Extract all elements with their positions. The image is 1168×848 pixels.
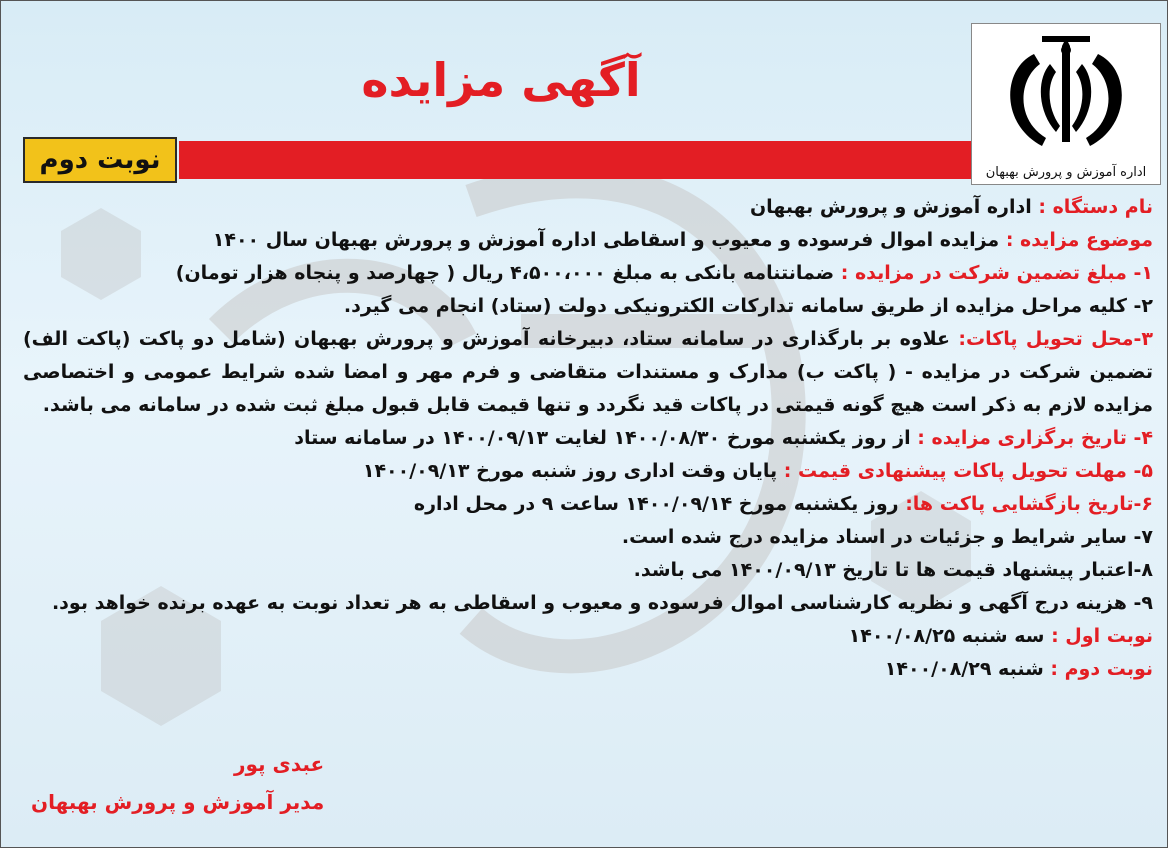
notice-title: آگهی مزایده xyxy=(361,53,641,107)
item-validity: ۸-اعتبار پیشنهاد قیمت ها تا تاریخ ۱۴۰۰/۰۹/۱۳ می باشد. xyxy=(633,559,1153,581)
signatory-position: مدیر آموزش و پرورش بهبهان xyxy=(31,790,325,814)
item-procedure: ۲- کلیه مراحل مزایده از طریق سامانه تدارکات الکترونیکی دولت (ستاد) انجام می گیرد. xyxy=(343,295,1153,317)
signatory-name: عبدی پور xyxy=(233,752,325,776)
item-subject: موضوع مزایده : مزایده اموال فرسوده و معیوب و اسقاطی اداره آموزش و پرورش بهبهان سال ۱۴۰۰ xyxy=(212,229,1153,251)
item-organization: نام دستگاه : اداره آموزش و پرورش بهبهان xyxy=(749,196,1153,218)
logo-caption: اداره آموزش و پرورش بهبهان xyxy=(985,165,1147,180)
item-deadline: ۵- مهلت تحویل پاکات پیشنهادی قیمت : پایان وقت اداری روز شنبه مورخ ۱۴۰۰/۰۹/۱۳ xyxy=(362,460,1153,482)
item-auction-date: ۴- تاریخ برگزاری مزایده : از روز یکشنبه مورخ ۱۴۰۰/۰۸/۳۰ لغایت ۱۴۰۰/۰۹/۱۳ در سامانه ستاد xyxy=(294,427,1153,449)
item-guarantee: ۱- مبلغ تضمین شرکت در مزایده : ضمانتنامه بانکی به مبلغ ۴،۵۰۰،۰۰۰ ریال ( چهارصد و پنجاه هزار تومان) xyxy=(175,262,1153,284)
item-delivery-location: ۳-محل تحویل پاکات: علاوه بر بارگذاری در سامانه ستاد، دبیرخانه آموزش و پرورش بهبهان (شامل دو پاکت (پاکت الف) تضمین شرکت در مزایده - ( پاکت ب) مدارک و مستندات متقاضی و فرم مهر و امضا شده شرایط عمومی و اختصاصی مزایده لازم به ذکر است هیچ گونه قیمتی در پاکات قید نگردد و تنها قیمت قابل قبول مبلغ ثبت شده در سامانه می باشد. xyxy=(23,328,1153,416)
item-first-round: نوبت اول : سه شنبه ۱۴۰۰/۰۸/۲۵ xyxy=(848,625,1153,647)
item-costs: ۹- هزینه درج آگهی و نظریه کارشناسی اموال فرسوده و معیوب و اسقاطی به هر تعداد نوبت به عهده برنده خواهد بود. xyxy=(51,592,1153,614)
header-red-bar xyxy=(179,141,971,179)
item-opening-date: ۶-تاریخ بازگشایی پاکت ها: روز یکشنبه مورخ ۱۴۰۰/۰۹/۱۴ ساعت ۹ در محل اداره xyxy=(413,493,1153,515)
item-second-round: نوبت دوم : شنبه ۱۴۰۰/۰۸/۲۹ xyxy=(884,658,1153,680)
emblem-logo xyxy=(971,23,1161,185)
signature-block xyxy=(31,745,324,821)
item-other-conditions: ۷- سایر شرایط و جزئیات در اسناد مزایده درج شده است. xyxy=(621,526,1153,548)
round-badge: نوبت دوم xyxy=(23,137,177,183)
notice-body xyxy=(23,191,1153,686)
emblem-icon xyxy=(972,24,1160,162)
